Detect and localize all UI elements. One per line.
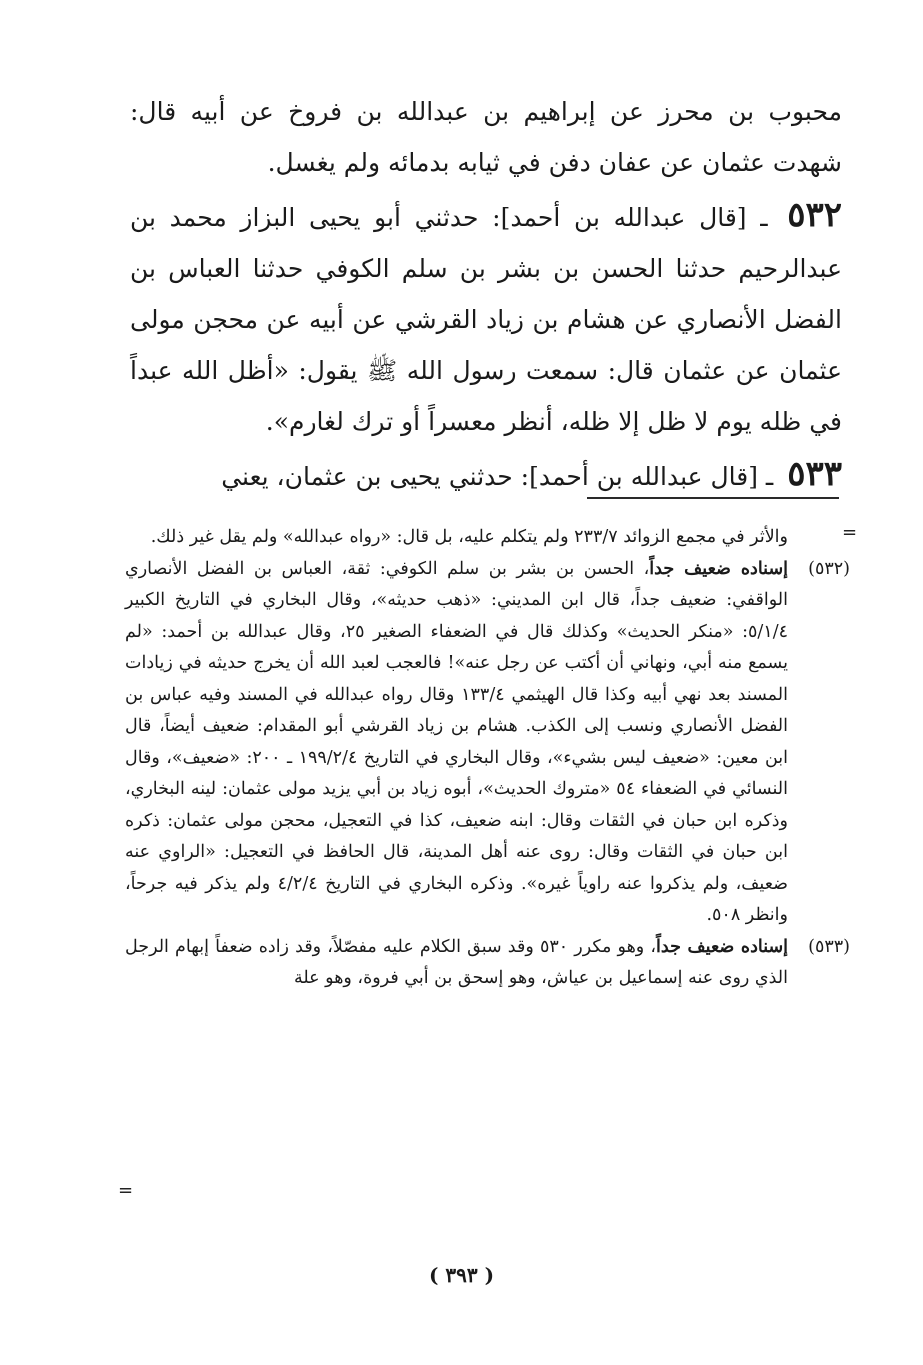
footnote-text: ، وهو مكرر ٥٣٠ وقد سبق الكلام عليه مفصّلاً، وقد زاده ضعفاً إبهام الرجل الذي روى عنه إسماعيل بن عياش، وهو إسحق بن أبي فروة، وهو علة — [125, 936, 788, 988]
entry-text: ـ [قال عبدالله بن أحمد]: حدثني أبو يحيى البزاز محمد بن عبدالرحيم حدثنا الحسن بن بشر بن سلم الكوفي حدثنا العباس بن الفضل الأنصاري عن هشام بن زياد القرشي عن أبيه عن محجن مولى عثمان عن عثمان قال: سمعت رسول الله ﷺ يقول: «أظل الله عبداً في ظله يوم لا ظل إلا ظله، أنظر معسراً أو ترك لغارم». — [130, 203, 842, 436]
entry-text: ـ [قال عبدالله بن أحمد]: حدثني يحيى بن عثمان، يعني — [221, 462, 774, 491]
footnote-grade: إسناده ضعيف جداً — [656, 936, 788, 957]
main-text — [130, 86, 842, 502]
entry-number: ٥٣٢ — [787, 195, 842, 235]
trailing-marker: = — [118, 1180, 134, 1201]
footnote-continuation: والأثر في مجمع الزوائد ٢٣٣/٧ ولم يتكلم عليه، بل قال: «رواه عبدالله» ولم يقل غير ذلك. — [150, 527, 788, 547]
entry-533 — [130, 449, 842, 502]
entry-532 — [130, 190, 842, 447]
paragraph-continuation: محبوب بن محرز عن إبراهيم بن عبدالله بن فروخ عن أبيه قال: شهدت عثمان عن عفان دفن في ثيابه بدمائه ولم يغسل. — [130, 97, 842, 177]
footnote-grade: إسناده ضعيف جداً — [649, 558, 788, 579]
footnote-533 — [125, 932, 850, 995]
footnote-text: ، الحسن بن بشر بن سلم الكوفي: ثقة، العباس بن الفضل الأنصاري الواقفي: ضعيف جداً، قال ابن المديني: «ذهب حديثه»، وقال البخاري في التاريخ الكبير ٥/١/٤: «منكر الحديث» وكذلك قال في الضعفاء الصغير ٢٥، وقال عبدالله بن أحمد: «لم يسمع منه أبي، ونهاني أن أكتب عن رجل عنه»! فالعجب لعبد الله أن يخرج حديثه في زيادات المسند بعد نهي أبيه وكذا قال الهيثمي ١٣٣/٤ وقال رواه عبدالله في المسند وفيه عباس بن الفضل الأنصاري ونسب إلى الكذب. هشام بن زياد القرشي أبو المقدام: ضعيف أيضاً، قال ابن معين: «ضعيف ليس بشيء»، وقال البخاري في التاريخ ١٩٩/٢/٤ ـ ٢٠٠: «ضعيف»، وقال النسائي في الضعفاء ٥٤ «متروك الحديث»، أبوه زياد بن أبي يزيد مولى عثمان: لينه البخاري، وذكره ابن حبان في الثقات وقال: ابنه ضعيف، كذا في التعجيل، محجن مولى عثمان: ذكره ابن حبان في الثقات وقال: روى عنه أهل المدينة، قال الحافظ في التعجيل: «الراوي عنه ضعيف، ولم يذكروا عنه راوياً غيره». وذكره البخاري في التاريخ ٤/٢/٤ ولم يذكر فيه جرحاً، وانظر ٥٠٨. — [125, 558, 788, 925]
entry-number: ٥٣٣ — [787, 454, 842, 494]
page-number: ( ٣٩٣ ) — [428, 1263, 495, 1287]
footnote-label: (٥٣٢) — [808, 558, 850, 579]
footnote-532 — [125, 554, 850, 932]
continuation-marker: = — [842, 522, 858, 543]
footnote-separator — [587, 497, 839, 499]
footnote-label: (٥٣٣) — [808, 936, 850, 957]
footnotes — [125, 522, 850, 995]
